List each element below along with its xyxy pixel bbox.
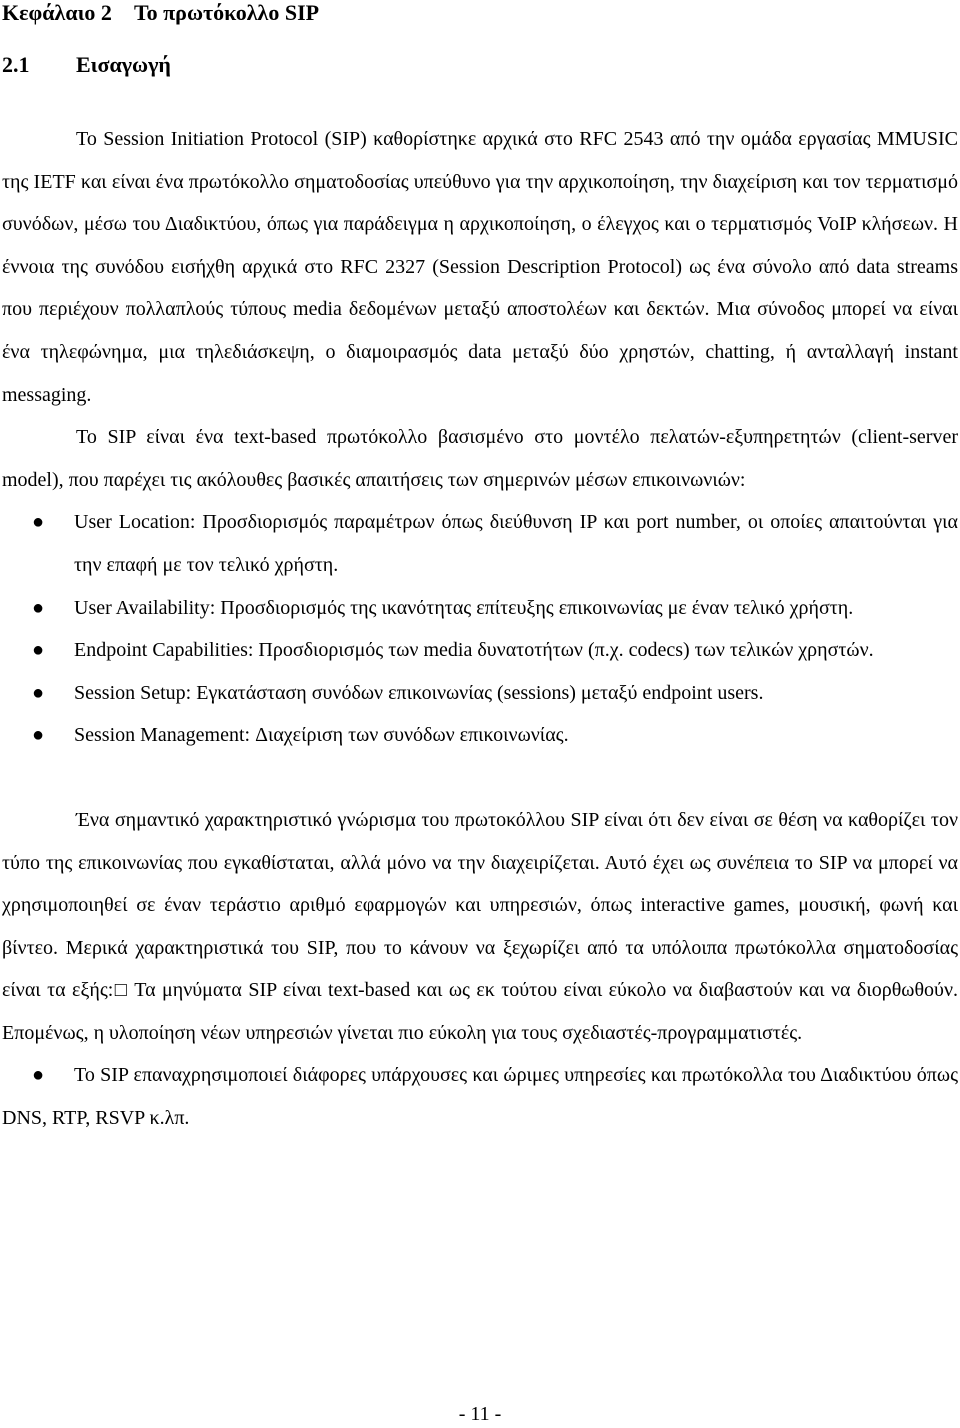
list-item-text: Session Management: Διαχείριση των συνόδων επικοινωνίας. — [74, 724, 569, 747]
section-heading — [2, 52, 171, 78]
document-body — [2, 118, 958, 1140]
section-number: 2.1 — [2, 52, 30, 77]
page-number: - 11 - — [458, 1403, 502, 1425]
list-item — [2, 587, 958, 630]
bullet-icon: ● — [32, 511, 45, 534]
list-item — [2, 714, 958, 757]
spacer — [2, 757, 958, 799]
section-title: Εισαγωγή — [76, 52, 171, 77]
list-item-text: Το SIP επαναχρησιμοποιεί διάφορες υπάρχουσες και ώριμες υπηρεσίες και πρωτόκολλα του Διαδικτύου όπως DNS, RTP, RSVP κ.λπ. — [2, 1064, 958, 1130]
list-item-text: Endpoint Capabilities: Προσδιορισμός των media δυνατοτήτων (π.χ. codecs) των τελικών χρηστών. — [74, 639, 874, 662]
list-item-text: User Availability: Προσδιορισμός της ικανότητας επίτευξης επικοινωνίας με έναν τελικό χρήστη. — [74, 596, 854, 619]
bullet-icon: ● — [32, 681, 45, 704]
chapter-label: Κεφάλαιο 2 — [2, 0, 112, 25]
paragraph-intro: Το Session Initiation Protocol (SIP) καθορίστηκε αρχικά στο RFC 2543 από την ομάδα εργασίας MMUSIC της IETF και είναι ένα πρωτόκολλο σηματοδοσίας υπεύθυνο για την αρχικοποίηση, την διαχείριση και τον τερματισμό συνόδων, μέσω του Διαδικτύου, όπως για παράδειγμα η αρχικοποίηση, ο έλεγχος και ο τερματισμός VoIP κλήσεων. Η έννοια της συνόδου εισήχθη αρχικά στο RFC 2327 (Session Description Protocol) ως ένα σύνολο από data streams που περιέχουν πολλαπλούς τύπους media δεδομένων μεταξύ αποστολέων και δεκτών. Μια σύνοδος μπορεί να είναι ένα τηλεφώνημα, μια τηλεδιάσκεψη, ο διαμοιρασμός data μεταξύ δύο χρηστών, chatting, ή ανταλλαγή instant messaging. — [2, 128, 958, 406]
chapter-header — [2, 0, 319, 26]
list-item — [2, 629, 958, 672]
bullet-icon: ● — [32, 1064, 45, 1087]
chapter-title: Το πρωτόκολλο SIP — [133, 0, 320, 25]
bullet-icon: ● — [32, 596, 45, 619]
list-item-text: User Location: Προσδιορισμός παραμέτρων όπως διεύθυνση IP και port number, οι οποίες απαιτούνται για την επαφή με τον τελικό χρήστη. — [74, 511, 958, 576]
bullet-icon: ● — [32, 724, 45, 747]
bullet-icon: ● — [32, 639, 45, 662]
list-item — [2, 1054, 958, 1139]
list-item — [2, 672, 958, 715]
paragraph-sip-requirements: Το SIP είναι ένα text-based πρωτόκολλο βασισμένο στο μοντέλο πελατών-εξυπηρετητών (client-server model), που παρέχει τις ακόλουθες βασικές απαιτήσεις των σημερινών μέσων επικοινωνιών: — [2, 426, 958, 491]
paragraph-sip-characteristics: Ένα σημαντικό χαρακτηριστικό γνώρισμα του πρωτοκόλλου SIP είναι ότι δεν είναι σε θέση να καθορίζει τον τύπο της επικοινωνίας που εγκαθίσταται, αλλά μόνο να την διαχειρίζεται. Αυτό έχει ως συνέπεια το SIP να μπορεί να χρησιμοποιηθεί σε έναν τεράστιο αριθμό εφαρμογών και υπηρεσιών, όπως interactive games, μουσική, φωνή και βίντεο. Μερικά χαρακτηριστικά του SIP, που το κάνουν να ξεχωρίζει από τα υπόλοιπα πρωτόκολλα σηματοδοσίας είναι τα εξής:□ Τα μηνύματα SIP είναι text-based και ως εκ τούτου είναι εύκολο να διαβαστούν και να διορθωθούν. Επομένως, η υλοποίηση νέων υπηρεσιών γίνεται πιο εύκολη για τους σχεδιαστές-προγραμματιστές. — [2, 808, 958, 1044]
list-item-text: Session Setup: Εγκατάσταση συνόδων επικοινωνίας (sessions) μεταξύ endpoint users. — [74, 681, 764, 704]
list-item — [2, 501, 958, 586]
